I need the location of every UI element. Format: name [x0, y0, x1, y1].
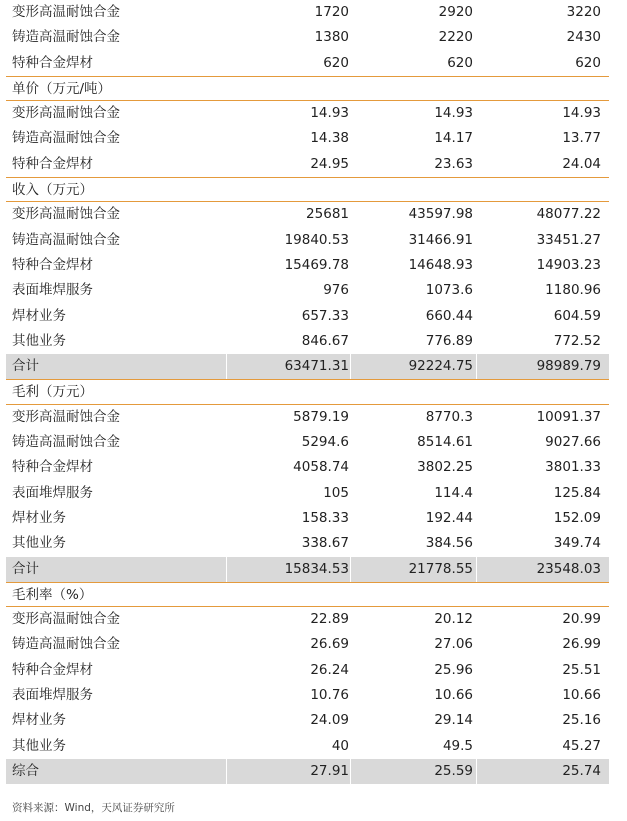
column-separator: [226, 354, 227, 379]
table-row: [6, 228, 609, 253]
cell-value-1: 105: [323, 484, 349, 501]
cell-value-2: 10.66: [434, 687, 473, 704]
row-label: 其他业务: [12, 332, 66, 349]
cell-value-1: 158.33: [301, 509, 349, 526]
cell-value-1: 14.38: [310, 130, 349, 147]
table-row: [6, 658, 609, 683]
cell-value-3: 23548.03: [536, 560, 601, 577]
cell-value-1: 657.33: [301, 307, 349, 324]
row-label: 铸造高温耐蚀合金: [12, 636, 120, 653]
row-label: 单价（万元/吨）: [12, 80, 112, 97]
cell-value-3: 152.09: [553, 509, 601, 526]
table-row: [6, 607, 609, 632]
cell-value-3: 772.52: [553, 332, 601, 349]
row-label: 特种合金焊材: [12, 54, 93, 71]
cell-value-1: 620: [323, 54, 349, 71]
cell-value-3: 24.04: [562, 155, 601, 172]
row-label: 特种合金焊材: [12, 459, 93, 476]
section-header-row: [6, 177, 609, 202]
cell-value-1: 15469.78: [284, 256, 349, 273]
table-row: [6, 708, 609, 733]
cell-value-1: 14.93: [310, 105, 349, 122]
table-row: [6, 25, 609, 50]
row-label: 变形高温耐蚀合金: [12, 611, 120, 628]
cell-value-3: 10091.37: [536, 408, 601, 425]
row-label: 特种合金焊材: [12, 661, 93, 678]
cell-value-2: 14.17: [434, 130, 473, 147]
table-row: [6, 278, 609, 303]
row-label: 变形高温耐蚀合金: [12, 206, 120, 223]
cell-value-2: 2220: [438, 29, 473, 46]
cell-value-3: 20.99: [562, 611, 601, 628]
cell-value-2: 27.06: [434, 636, 473, 653]
row-label: 综合: [12, 762, 39, 779]
row-label: 其他业务: [12, 737, 66, 754]
cell-value-2: 31466.91: [408, 231, 473, 248]
cell-value-2: 1073.6: [425, 282, 473, 299]
table-row: [6, 734, 609, 759]
table-row: [6, 0, 609, 25]
cell-value-3: 604.59: [553, 307, 601, 324]
row-label: 表面堆焊服务: [12, 282, 93, 299]
cell-value-1: 1720: [314, 4, 349, 20]
table-row: [6, 683, 609, 708]
column-separator: [476, 759, 477, 784]
row-label: 变形高温耐蚀合金: [12, 408, 120, 425]
cell-value-2: 620: [447, 54, 473, 71]
row-label: 铸造高温耐蚀合金: [12, 130, 120, 147]
table-row: [6, 455, 609, 480]
cell-value-1: 846.67: [301, 332, 349, 349]
cell-value-2: 8770.3: [425, 408, 473, 425]
source-note: 资料来源：Wind，天风证券研究所: [12, 802, 175, 814]
table-row: [6, 632, 609, 657]
cell-value-1: 338.67: [301, 535, 349, 552]
row-label: 其他业务: [12, 535, 66, 552]
cell-value-2: 25.96: [434, 661, 473, 678]
row-label: 毛利（万元）: [12, 384, 93, 401]
cell-value-2: 25.59: [434, 762, 473, 779]
cell-value-1: 25681: [306, 206, 349, 223]
cell-value-2: 14.93: [434, 105, 473, 122]
row-label: 变形高温耐蚀合金: [12, 4, 120, 20]
section-header-row: [6, 379, 609, 404]
cell-value-3: 3801.33: [545, 459, 601, 476]
cell-value-2: 8514.61: [417, 434, 473, 451]
cell-value-1: 22.89: [310, 611, 349, 628]
cell-value-3: 2430: [566, 29, 601, 46]
cell-value-1: 5879.19: [293, 408, 349, 425]
cell-value-3: 3220: [566, 4, 601, 20]
column-separator: [350, 759, 351, 784]
total-row: [6, 557, 609, 582]
cell-value-3: 14.93: [562, 105, 601, 122]
cell-value-3: 349.74: [553, 535, 601, 552]
cell-value-1: 976: [323, 282, 349, 299]
row-label: 焊材业务: [12, 307, 66, 324]
cell-value-3: 45.27: [562, 737, 601, 754]
row-label: 表面堆焊服务: [12, 687, 93, 704]
cell-value-2: 21778.55: [408, 560, 473, 577]
table-row: [6, 253, 609, 278]
column-separator: [350, 557, 351, 582]
cell-value-1: 26.69: [310, 636, 349, 653]
table-row: [6, 531, 609, 556]
row-label: 特种合金焊材: [12, 256, 93, 273]
cell-value-2: 14648.93: [408, 256, 473, 273]
cell-value-3: 1180.96: [545, 282, 601, 299]
cell-value-1: 15834.53: [284, 560, 349, 577]
cell-value-1: 63471.31: [284, 358, 349, 375]
cell-value-2: 2920: [438, 4, 473, 20]
cell-value-1: 27.91: [310, 762, 349, 779]
cell-value-3: 13.77: [562, 130, 601, 147]
cell-value-2: 660.44: [425, 307, 473, 324]
cell-value-2: 43597.98: [408, 206, 473, 223]
cell-value-3: 125.84: [553, 484, 601, 501]
column-separator: [476, 557, 477, 582]
cell-value-1: 1380: [314, 29, 349, 46]
cell-value-2: 384.56: [425, 535, 473, 552]
cell-value-3: 25.51: [562, 661, 601, 678]
table-row: [6, 126, 609, 151]
cell-value-1: 5294.6: [301, 434, 349, 451]
cell-value-3: 48077.22: [536, 206, 601, 223]
cell-value-3: 98989.79: [536, 358, 601, 375]
row-label: 合计: [12, 358, 39, 375]
row-label: 毛利率（%）: [12, 586, 93, 603]
row-label: 合计: [12, 560, 39, 577]
cell-value-2: 192.44: [425, 509, 473, 526]
table-row: [6, 430, 609, 455]
row-label: 焊材业务: [12, 509, 66, 526]
table-row: [6, 405, 609, 430]
column-separator: [350, 354, 351, 379]
total-row: [6, 354, 609, 379]
cell-value-2: 776.89: [425, 332, 473, 349]
section-header-row: [6, 582, 609, 607]
table-row: [6, 51, 609, 76]
row-label: 铸造高温耐蚀合金: [12, 29, 120, 46]
cell-value-2: 23.63: [434, 155, 473, 172]
cell-value-1: 10.76: [310, 687, 349, 704]
cell-value-1: 24.95: [310, 155, 349, 172]
cell-value-3: 9027.66: [545, 434, 601, 451]
table-row: [6, 202, 609, 227]
cell-value-1: 19840.53: [284, 231, 349, 248]
column-separator: [226, 557, 227, 582]
table-row: [6, 481, 609, 506]
cell-value-3: 14903.23: [536, 256, 601, 273]
row-label: 特种合金焊材: [12, 155, 93, 172]
table-row: [6, 152, 609, 177]
cell-value-3: 25.16: [562, 712, 601, 729]
cell-value-3: 33451.27: [536, 231, 601, 248]
section-header-row: [6, 76, 609, 101]
row-label: 表面堆焊服务: [12, 484, 93, 501]
row-label: 铸造高温耐蚀合金: [12, 434, 120, 451]
row-label: 铸造高温耐蚀合金: [12, 231, 120, 248]
row-label: 变形高温耐蚀合金: [12, 105, 120, 122]
cell-value-2: 49.5: [442, 737, 473, 754]
cell-value-2: 29.14: [434, 712, 473, 729]
cell-value-3: 26.99: [562, 636, 601, 653]
cell-value-2: 3802.25: [417, 459, 473, 476]
table-row: [6, 101, 609, 126]
cell-value-1: 40: [331, 737, 349, 754]
cell-value-1: 26.24: [310, 661, 349, 678]
column-separator: [476, 354, 477, 379]
total-row: [6, 759, 609, 784]
cell-value-3: 620: [575, 54, 601, 71]
table-row: [6, 304, 609, 329]
row-label: 收入（万元）: [12, 182, 93, 199]
cell-value-2: 114.4: [434, 484, 473, 501]
table-row: [6, 506, 609, 531]
column-separator: [226, 759, 227, 784]
cell-value-2: 20.12: [434, 611, 473, 628]
table-row: [6, 329, 609, 354]
cell-value-1: 4058.74: [293, 459, 349, 476]
cell-value-3: 10.66: [562, 687, 601, 704]
cell-value-1: 24.09: [310, 712, 349, 729]
cell-value-2: 92224.75: [408, 358, 473, 375]
row-label: 焊材业务: [12, 712, 66, 729]
cell-value-3: 25.74: [562, 762, 601, 779]
